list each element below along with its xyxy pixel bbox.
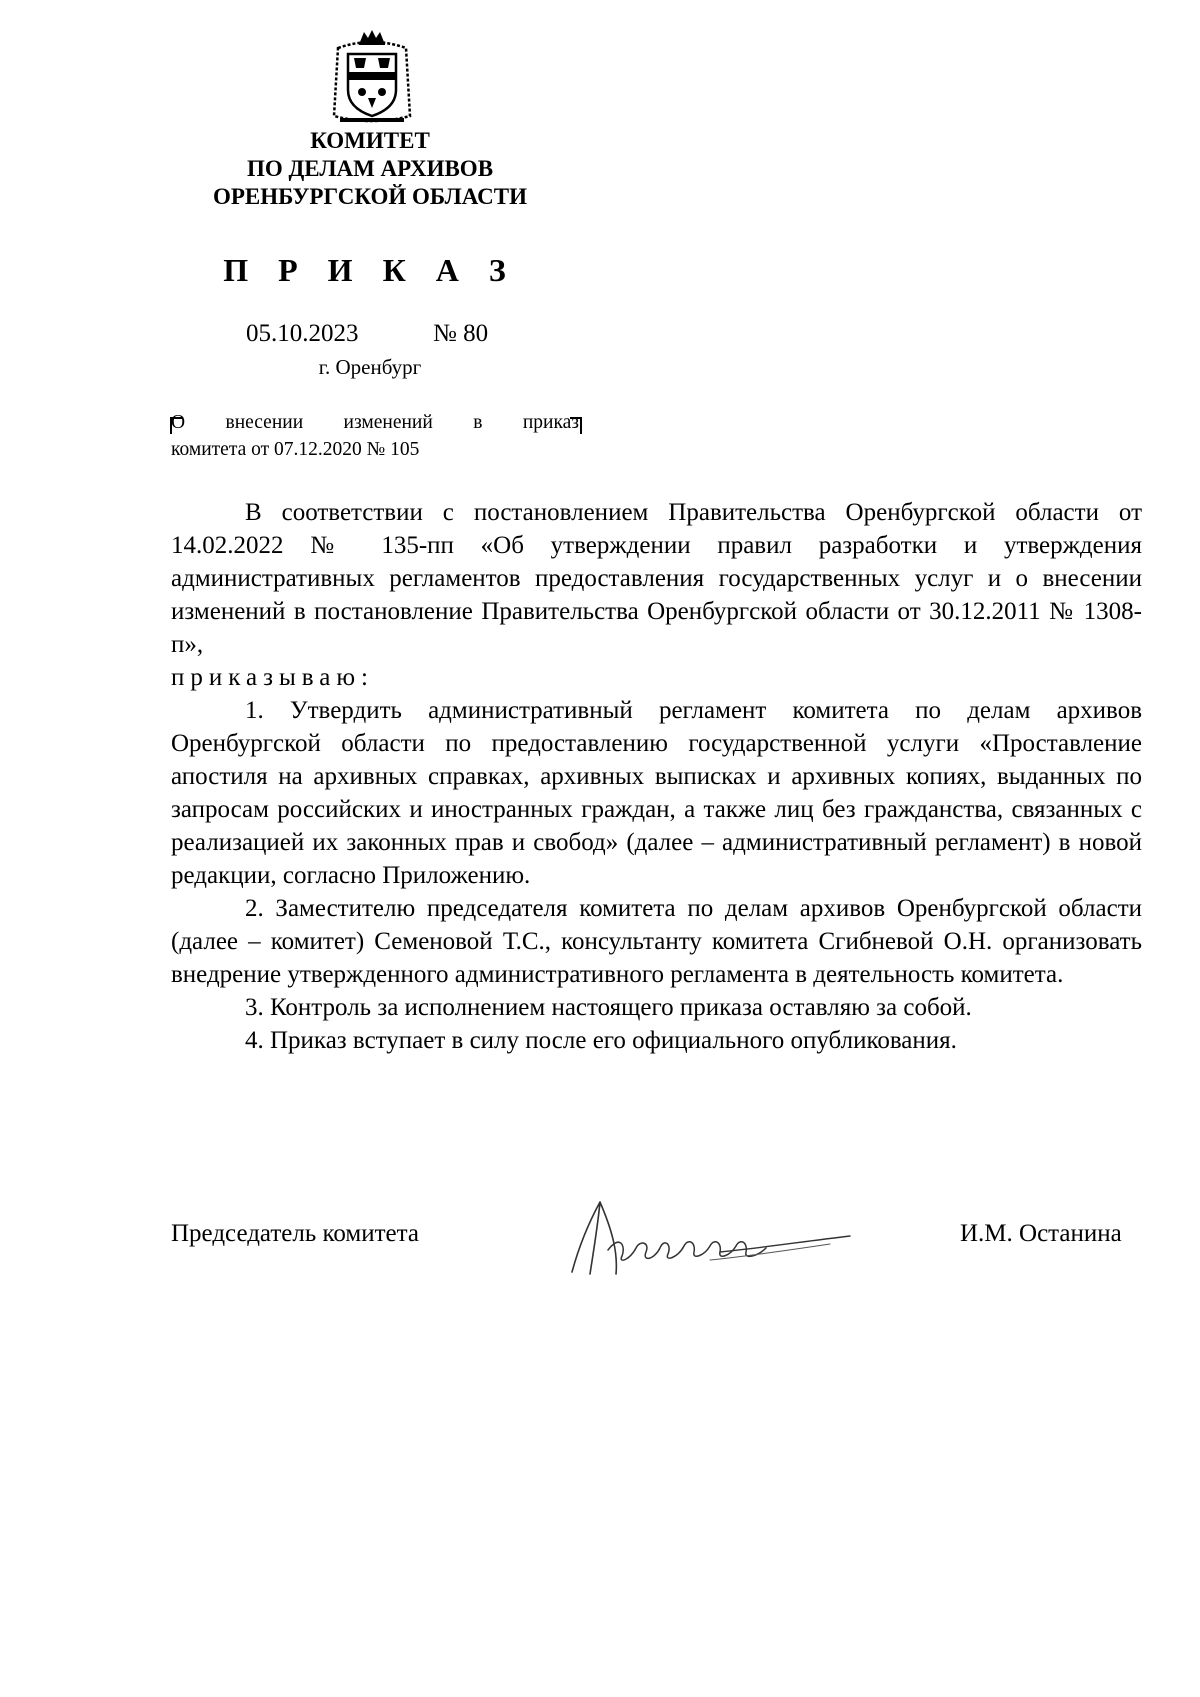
org-name-line-2: ПО ДЕЛАМ АРХИВОВ: [246, 156, 494, 181]
document-city: г. Оренбург: [318, 355, 422, 379]
order-item-4: 4. Приказ вступает в силу после его официального опубликования.: [245, 1027, 957, 1054]
document-title: П Р И К А З: [223, 252, 517, 288]
order-item-3: 3. Контроль за исполнением настоящего приказа оставляю за собой.: [245, 994, 972, 1021]
coat-of-arms-icon: [330, 28, 414, 126]
signer-name: И.М. Останина: [960, 1220, 1122, 1247]
org-name-line-1: КОМИТЕТ: [310, 128, 430, 153]
preamble-paragraph: В соответствии с постановлением Правительства Оренбургской области от 14.02.2022 № 135-пп «Об утверждении правил разработки и утверждения административных регламентов предоставления государственных услуг и о внесении изменений в постановление Правительства Оренбургской области от 30.12.2011 № 1308-п»,: [171, 499, 1142, 658]
document-body: [171, 496, 1142, 1057]
order-word: приказываю:: [171, 664, 374, 691]
document-number: № 80: [433, 320, 489, 347]
order-item-2: 2. Заместителю председателя комитета по делам архивов Оренбургской области (далее – комитет) Семеновой Т.С., консультанту комитета Сгибневой О.Н. организовать внедрение утвержденного административного регламента в деятельность комитета.: [171, 895, 1142, 988]
org-name-line-3: ОРЕНБУРГСКОЙ ОБЛАСТИ: [212, 184, 528, 209]
handwritten-signature: [560, 1190, 860, 1290]
subject-line-2: комитета от 07.12.2020 № 105: [171, 439, 420, 460]
order-item-1: 1. Утвердить административный регламент комитета по делам архивов Оренбургской области по предоставлению государственной услуги «Проставление апостиля на архивных справках, архивных выписках и архивных копиях, выданных по запросам российских и иностранных граждан, а также лиц без гражданства, связанных с реализацией их законных прав и свобод» (далее – административный регламент) в новой редакции, согласно Приложению.: [171, 697, 1142, 889]
subject-line-1: О внесении изменений в приказ: [171, 412, 579, 433]
document-date: 05.10.2023: [246, 320, 359, 347]
signer-position: Председатель комитета: [171, 1220, 419, 1247]
